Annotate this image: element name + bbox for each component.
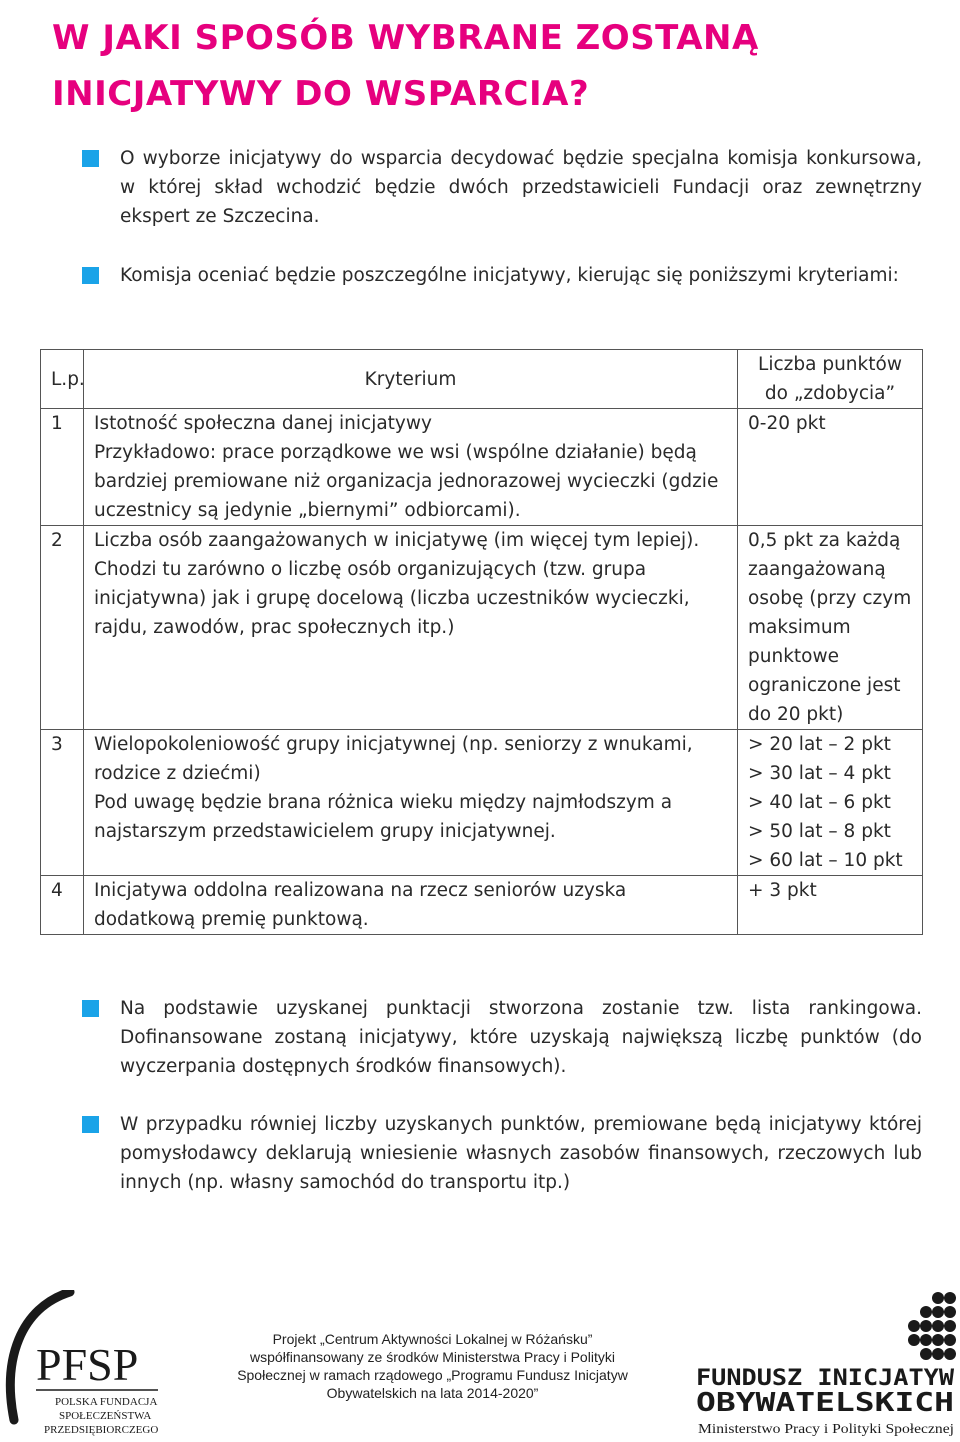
- square-bullet-icon: [82, 1116, 99, 1133]
- pfsp-line-2: SPOŁECZEŃSTWA: [59, 1410, 152, 1422]
- table-row: [41, 876, 923, 935]
- table-row: [41, 526, 923, 730]
- points-text: > 30 lat – 4 pkt: [748, 763, 891, 784]
- row-points: [738, 876, 923, 935]
- pfsp-line-1: POLSKA FUNDACJA: [55, 1396, 158, 1408]
- header-lp: L.p.: [41, 350, 84, 409]
- points-text: > 50 lat – 8 pkt: [748, 821, 891, 842]
- criterion-description: Przykładowo: prace porządkowe we wsi (wspólne działanie) będą bardziej premiowane niż organizacja jednorazowej wycieczki (gdzie uczestnicy są jedynie „biernymi” odbiorcami).: [94, 442, 719, 521]
- points-text: > 60 lat – 10 pkt: [748, 850, 903, 871]
- table-row: [41, 730, 923, 876]
- header-criterion: Kryterium: [84, 350, 738, 409]
- row-number: 2: [41, 526, 84, 730]
- square-bullet-icon: [82, 267, 99, 284]
- bullet-text-4: W przypadku równiej liczby uzyskanych punktów, premiowane będą inicjatywy której pomysłodawcy deklarują wniesienie własnych zasobów finansowych, rzeczowych lub innych (np. własny samochód do transportu itp.): [120, 1114, 922, 1193]
- criterion-title: Liczba osób zaangażowanych w inicjatywę (im więcej tym lepiej).: [94, 530, 700, 551]
- row-number: 4: [41, 876, 84, 935]
- bullet-text-2: Komisja oceniać będzie poszczególne inicjatywy, kierując się poniższymi kryteriami:: [120, 265, 899, 286]
- fio-line-1: FUNDUSZ INICJATYW: [696, 1366, 955, 1391]
- fio-dots-icon: [908, 1292, 956, 1360]
- table-row: [41, 409, 923, 526]
- points-text: 0-20 pkt: [748, 413, 826, 434]
- criterion-title: Inicjatywa oddolna realizowana na rzecz seniorów uzyska dodatkową premię punktową.: [94, 880, 627, 930]
- row-criterion: [84, 876, 738, 935]
- fio-logo: [690, 1290, 960, 1442]
- criterion-description: Chodzi tu zarówno o liczbę osób organizujących (tzw. grupa inicjatywna) jak i grupę docelową (liczba uczestników wycieczki, rajdu, zawodów, prac społecznych itp.): [94, 559, 690, 638]
- fio-line-3: Ministerstwo Pracy i Polityki Społecznej: [698, 1422, 954, 1437]
- project-footer: [200, 1330, 665, 1402]
- pfsp-line-3: PRZEDSIĘBIORCZEGO: [44, 1424, 159, 1436]
- row-points: [738, 526, 923, 730]
- bullet-text-1: O wyborze inicjatywy do wsparcia decydować będzie specjalna komisja konkursowa, w której skład wchodzić będzie dwóch przedstawicieli Fundacji oraz zewnętrzny ekspert ze Szczecina.: [120, 148, 922, 227]
- footer-line-1: Projekt „Centrum Aktywności Lokalnej w Różańsku”: [272, 1331, 593, 1347]
- bullet-text-3: Na podstawie uzyskanej punktacji stworzona zostanie tzw. lista rankingowa. Dofinansowane zostaną inicjatywy, które uzyskają największą liczbę punktów (do wyczerpania dostępnych środków finansowych).: [120, 998, 922, 1077]
- table-header-row: [41, 350, 923, 409]
- bullet-item-2: [82, 261, 922, 290]
- points-text: + 3 pkt: [748, 880, 817, 901]
- bullet-item-1: [82, 144, 922, 231]
- footer-line-2: współfinansowany ze środków Ministerstwa Pracy i Polityki: [250, 1349, 615, 1365]
- criteria-table: [40, 349, 923, 935]
- row-number: 3: [41, 730, 84, 876]
- points-text: > 40 lat – 6 pkt: [748, 792, 891, 813]
- bullet-item-4: [82, 1110, 922, 1197]
- criterion-description: Pod uwagę będzie brana różnica wieku między najmłodszym a najstarszym przedstawicielem grupy inicjatywnej.: [94, 792, 673, 842]
- header-points: Liczba punktów do „zdobycia”: [738, 350, 923, 409]
- square-bullet-icon: [82, 150, 99, 167]
- pfsp-acronym: PFSP: [36, 1339, 139, 1390]
- points-text: 0,5 pkt za każdą zaangażowaną osobę (przy czym maksimum punktowe ograniczone jest do 20 pkt): [748, 530, 912, 725]
- row-criterion: [84, 730, 738, 876]
- footer-line-3: Społecznej w ramach rządowego „Programu Fundusz Inicjatyw: [237, 1367, 628, 1383]
- row-number: 1: [41, 409, 84, 526]
- square-bullet-icon: [82, 1000, 99, 1017]
- row-points: [738, 730, 923, 876]
- page-title: [52, 10, 932, 122]
- bullet-item-3: [82, 994, 922, 1081]
- title-line-2: INICJATYWY DO WSPARCIA?: [52, 74, 590, 114]
- pfsp-logo: [0, 1290, 200, 1442]
- points-text: > 20 lat – 2 pkt: [748, 734, 891, 755]
- title-line-1: W JAKI SPOSÓB WYBRANE ZOSTANĄ: [52, 18, 759, 58]
- row-points: [738, 409, 923, 526]
- criterion-title: Istotność społeczna danej inicjatywy: [94, 413, 432, 434]
- row-criterion: [84, 409, 738, 526]
- row-criterion: [84, 526, 738, 730]
- criterion-title: Wielopokoleniowość grupy inicjatywnej (np. seniorzy z wnukami, rodzice z dziećmi): [94, 734, 693, 784]
- footer-line-4: Obywatelskich na lata 2014-2020”: [326, 1385, 539, 1401]
- fio-line-2: OBYWATELSKICH: [696, 1388, 954, 1418]
